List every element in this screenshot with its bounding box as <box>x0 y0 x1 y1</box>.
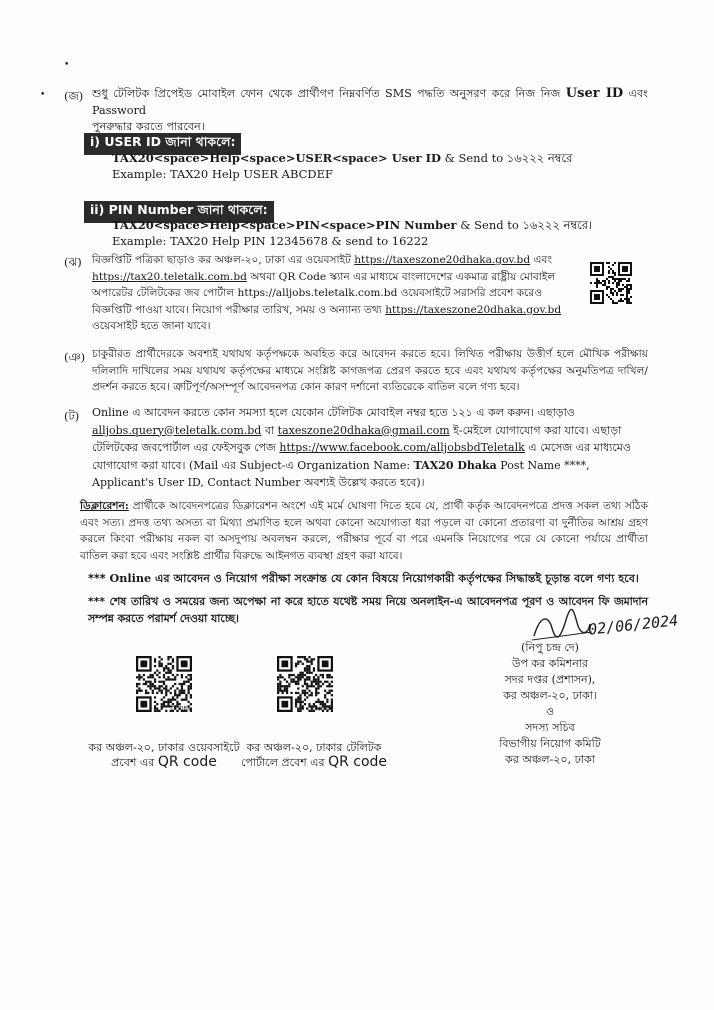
paragraph-jha <box>92 252 580 335</box>
signature-date: 02/06/2024 <box>587 611 680 639</box>
website-link[interactable]: https://taxeszone20dhaka.gov.bd <box>385 303 562 316</box>
signatory-title: কর অঞ্চল-২০, ঢাকা <box>505 753 595 766</box>
qr-logo: TT JOBS <box>311 706 331 712</box>
qr-logo: TT JOBS <box>170 706 190 712</box>
signatory-title: উপ কর কমিশনার <box>511 657 589 670</box>
signatory-title: সদস্য সচিব <box>525 721 575 734</box>
facebook-link[interactable]: https://www.facebook.com/alljobsbdTeletalk <box>279 441 525 454</box>
para-text: ওয়েবসাইট হতে জানা যাবে। <box>92 320 211 332</box>
caption-qr: QR code <box>157 754 217 770</box>
qr-pattern <box>136 656 192 712</box>
para-text: এবং <box>530 254 553 266</box>
stray-dot: • <box>40 90 46 100</box>
org-name: TAX20 Dhaka <box>413 458 497 472</box>
qr-pattern <box>277 656 333 712</box>
signatory-and: ও <box>545 705 555 718</box>
para-text: Post Name ****, <box>496 458 590 472</box>
email-link[interactable]: alljobs.query@teletalk.com.bd <box>92 423 262 437</box>
para-text: অপারেটর টেলিটকের জব পোর্টাল https://alljobs.teletalk.com.bd ওয়েবসাইটে সরাসরি প্রবেশ করেও <box>92 287 542 299</box>
sms-send: & Send to ১৬২২২ নম্বরে <box>440 151 573 165</box>
caption-line: কর অঞ্চল-২০, ঢাকার টেলিটক <box>246 741 382 754</box>
note-stars: *** <box>88 595 105 608</box>
stray-dot: • <box>64 60 70 70</box>
user-id-text: User ID <box>565 86 624 101</box>
para-text: বিজ্ঞপ্তিটি পত্রিকা ছাড়াও কর অঞ্চল-২০, ঢাকা এর ওয়েবসাইট <box>92 254 355 266</box>
para-text: বা <box>261 423 278 437</box>
sms-example: Example: TAX20 Help PIN 12345678 & send to 16222 <box>112 233 429 248</box>
paragraph-nio <box>92 346 648 396</box>
para-text: অথবা QR Code স্ক্যান এর মাধ্যমে বাংলাদেশের একমাত্র রাষ্ট্রীয় মোবাইল <box>246 270 556 283</box>
sms-send: & Send to ১৬২২২ নম্বরে। <box>456 218 593 232</box>
para-text: বিজ্ঞপ্তিটি পাওয়া যাবে। নিয়োগ পরীক্ষার তারিখ, সময় ও অন্যান্য তথ্য <box>92 303 386 316</box>
sms-example: Example: TAX20 Help USER ABCDEF <box>112 166 334 181</box>
para-text: Online এ আবেদন করতে কোন সমস্যা হলে যেকোন টেলিটক মোবাইল নম্বর হতে ১২১ এ কল করুন। এছাড়াও <box>92 406 575 419</box>
userid-instructions <box>112 151 572 182</box>
para-marker: (ঞ) <box>64 350 86 364</box>
para-text: চাকুরীরত প্রার্থীদেরকে অবশ্যই যথাযথ কর্তৃপক্ষকে অবহিত করে আবেদন করতে হবে। লিখিত পরীক্ষায় উত্তীর্ণ হলে মৌখিক পরীক্ষায় দলিলাদি দাখিলের সময় যথাযথ কর্তৃপক্ষের মাধ্যমে সংশ্লিষ্ট কাগজপত্র প্রেরণ করতে হবে এবং যথাযথ কর্তৃপক্ষের অনুমতিপত্র দাখিল/প্রদর্শন করতে হবে। ত্রুটিপূর্ণ/অসম্পূর্ণ আবেদনপত্র কোন কারণ দর্শানো ব্যতিরেকে বাতিল বলে গণ্য হবে। <box>92 348 648 393</box>
para-marker: (ট) <box>64 409 80 423</box>
paragraph-ta <box>92 404 648 492</box>
paragraph-ja <box>92 86 648 136</box>
para-text: টেলিটকের জবপোর্টাল এর ফেইসবুক পেজ <box>92 441 280 454</box>
teletalk-link[interactable]: https://tax20.teletalk.com.bd <box>92 270 247 283</box>
pin-instructions <box>112 218 592 249</box>
caption-line: পোর্টালে প্রবেশ এর <box>240 756 329 769</box>
declaration-label: ডিক্লারেশন: <box>80 500 129 512</box>
sms-userid: User ID <box>391 151 441 165</box>
signatory-title: কর অঞ্চল-২০, ঢাকা। <box>503 689 597 702</box>
note-final <box>88 570 648 588</box>
sms-format: TAX20<space>Help<space>USER<space> <box>112 151 392 165</box>
para-text: Applicant's User ID, Contact Number অবশ্যই উল্লেখ করতে হবে)। <box>92 476 425 489</box>
pin-tag: ii) PIN Number জানা থাকলে: <box>84 201 274 223</box>
para-text: যোগাযোগ করা যাবে। (Mail এর Subject-এ Organization Name: <box>92 458 414 472</box>
caption-qr: QR code <box>328 754 388 770</box>
para-text: এ মেসেজ এর মাধ্যমেও <box>524 441 631 454</box>
qr-code-teletalk <box>277 656 333 712</box>
signatory-title: বিভাগীয় নিয়োগ কমিটি <box>499 737 601 750</box>
website-link[interactable]: https://taxeszone20dhaka.gov.bd <box>354 254 531 266</box>
para-marker: (জ) <box>64 89 84 103</box>
userid-tag: i) USER ID জানা থাকলে: <box>84 133 241 155</box>
note-text: Online এর আবেদন ও নিয়োগ পরীক্ষা সংক্রান্ত যে কোন বিষয়ে নিয়োগকারী কর্তৃপক্ষের সিদ্ধান্তই চূড়ান্ত বলে গণ্য হবে। <box>105 571 639 585</box>
signatory-title: সদর দপ্তর (প্রশাসন), <box>504 673 596 686</box>
note-stars: *** <box>88 572 106 585</box>
para-marker: (ঝ) <box>64 255 82 269</box>
declaration-text: প্রার্থীকে আবেদনপত্রের ডিক্লারেশন অংশে এই মর্মে ঘোষণা দিতে হবে যে, প্রার্থী কর্তৃক আবেদনপত্রে প্রদত্ত সকল তথ্য সঠিক এবং সত্য। প্রদত্ত তথ্য অসত্য বা মিথ্যা প্রমাণিত হলে অথবা কোনো অযোগ্যতা ধরা পড়লে বা কোনো প্রতারণা বা দুর্নীতির আশ্রয় গ্রহণ করলে কিংবা পরীক্ষায় নকল বা অসদুপায় অবলম্বন করলে, পরীক্ষার পূর্বে বা পরে এমনকি নিয়োগের পরে যে কোনো পর্যায়ে প্রার্থীতা বাতিল করা হবে এবং সংশ্লিষ্ট প্রার্থীর বিরুদ্ধে আইনগত ব্যবস্থা গ্রহণ করা যাবে। <box>80 500 648 562</box>
signatory-block <box>470 640 630 768</box>
para-text: এবং Password <box>92 87 648 117</box>
qr-code-small <box>590 262 632 304</box>
caption-line: প্রবেশ এর <box>111 756 158 769</box>
declaration <box>80 498 648 564</box>
note-text: শেষ তারিখ ও সময়ের জন্য অপেক্ষা না করে হাতে যথেষ্ট সময় নিয়ে অনলাইন-এ আবেদনপত্র পূরণ ও আবেদন ফি জমাদান সম্পন্ন করতে পরামর্শ দেওয়া যাচ্ছে। <box>88 595 648 625</box>
para-text: ই-মেইলে যোগাযোগ করা যাবে। এছাড়া <box>449 423 622 437</box>
signatory-name: (নিপু চন্দ্র দে) <box>521 641 579 654</box>
caption-line: কর অঞ্চল-২০, ঢাকার ওয়েবসাইটে <box>88 741 240 754</box>
para-text: শুধু টেলিটক প্রিপেইড মোবাইল ফোন থেকে প্রার্থীগণ নিম্নবর্ণিত SMS পদ্ধতি অনুসরণ করে নিজ নিজ <box>92 87 566 100</box>
qr-pattern <box>590 262 632 304</box>
qr-code-website <box>136 656 192 712</box>
para-text: পুনরুদ্ধার করতে পারবেন। <box>92 120 205 133</box>
sms-format: TAX20<space>Help<space>PIN<space>PIN Number <box>112 218 457 232</box>
qr-caption-teletalk <box>226 740 402 770</box>
email-link[interactable]: taxeszone20dhaka@gmail.com <box>277 423 450 437</box>
